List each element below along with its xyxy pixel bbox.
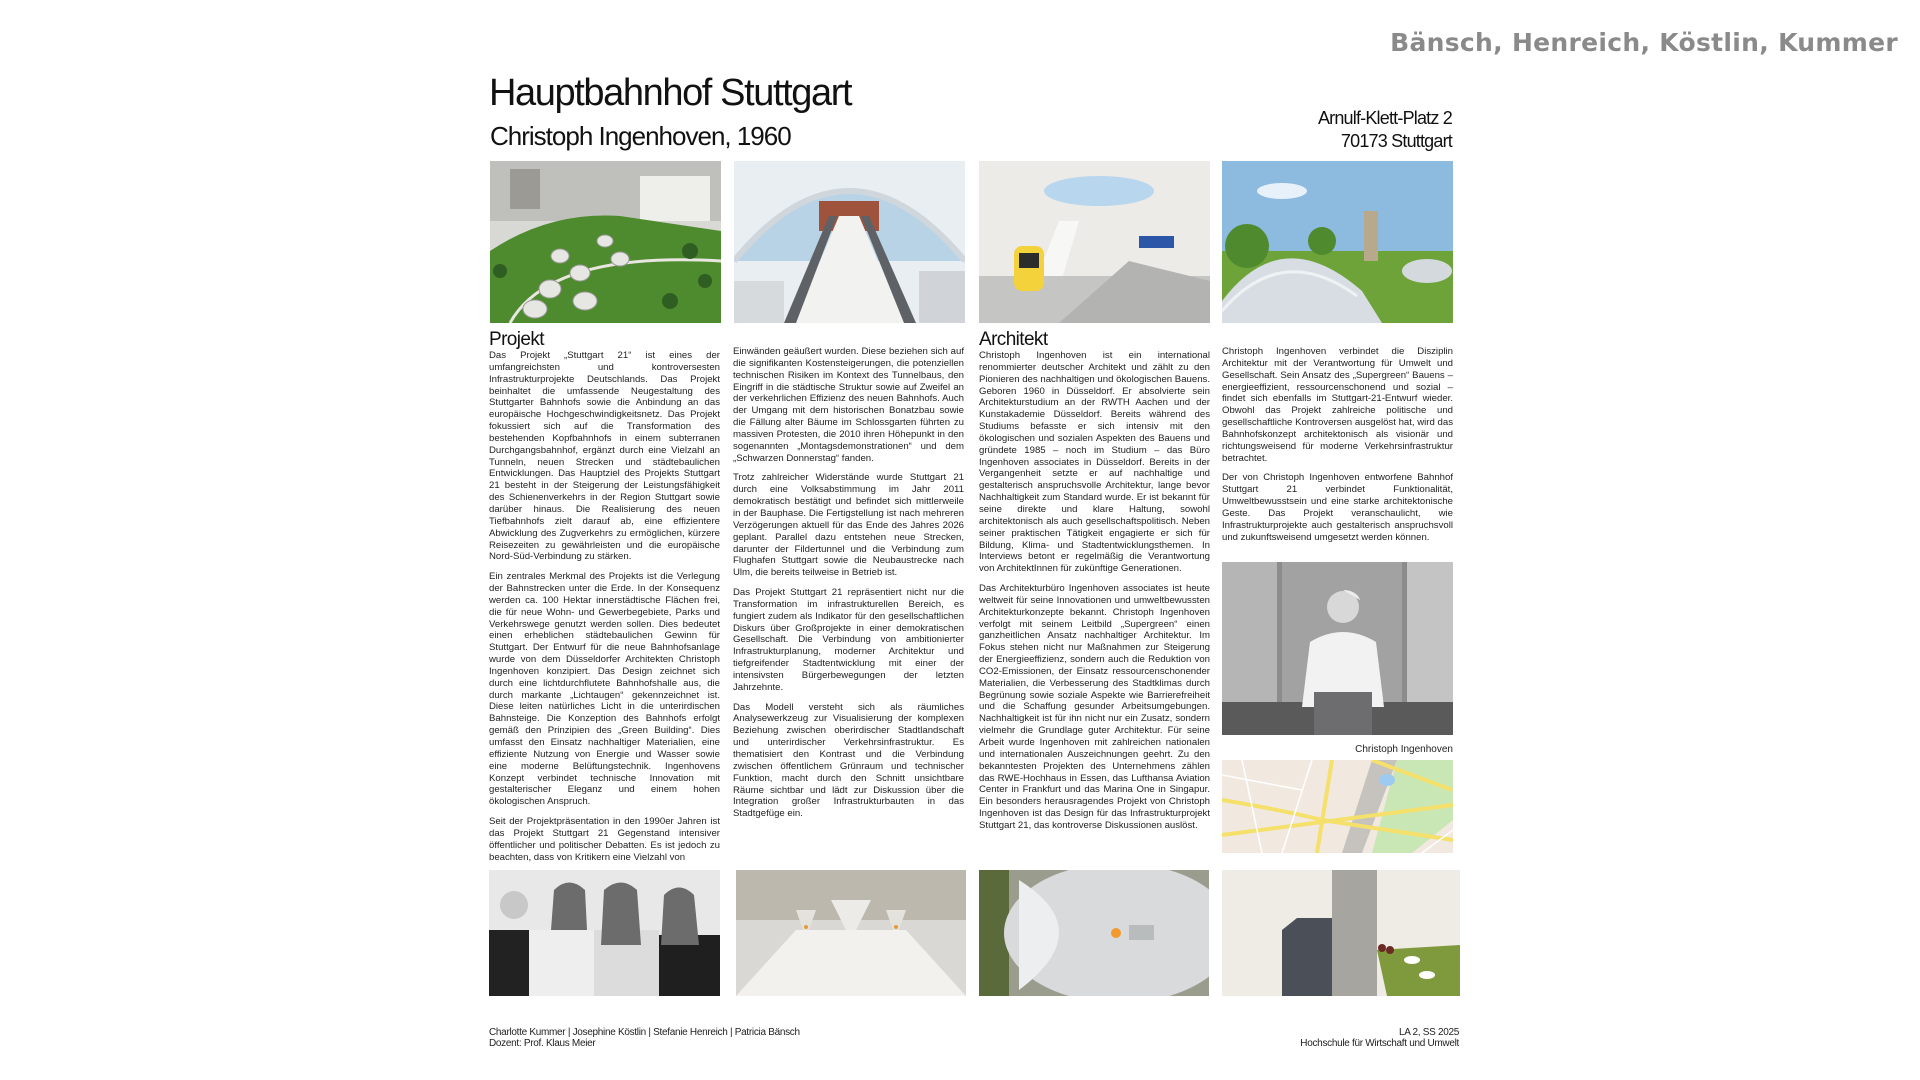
footer-credits <box>489 1027 800 1049</box>
footer-course-info <box>1300 1027 1459 1049</box>
portrait-caption: Christoph Ingenhoven <box>1355 744 1453 755</box>
projekt-paragraph: Das Modell versteht sich als räumliches Analysewerkzeug zur Visualisierung der komplexen Beziehung zwischen oberirdischer Stadtlandschaft und unterirdischer Verkehrsinfrastruktur. Es thematisiert den Kontrast und die Verbindung zwischen öffentlichem Grünraum und technischer Funktion, macht durch den Schnitt unsichtbare Räume sichtbar und lädt zur Diskussion über die Integration großer Infrastrukturbauten in das Stadtgefüge ein. <box>733 701 964 820</box>
team-photo <box>489 870 720 996</box>
authors-header: Bänsch, Henreich, Köstlin, Kummer <box>1390 28 1898 57</box>
address-street: Arnulf-Klett-Platz 2 <box>1317 108 1452 128</box>
footer-lecturer: Dozent: Prof. Klaus Meier <box>489 1038 596 1049</box>
model-photo-hall <box>736 870 966 996</box>
projekt-heading: Projekt <box>489 329 544 350</box>
address-block <box>1318 107 1452 153</box>
portrait-photo <box>1222 562 1453 735</box>
footer-course: LA 2, SS 2025 <box>1398 1027 1459 1038</box>
photo-platform-train <box>979 161 1210 323</box>
projekt-column-1 <box>489 330 720 871</box>
page-title: Hauptbahnhof Stuttgart <box>489 72 852 114</box>
architekt-heading: Architekt <box>979 329 1048 350</box>
footer-students: Charlotte Kummer | Josephine Köstlin | Stefanie Henreich | Patricia Bänsch <box>489 1027 800 1038</box>
address-city: 70173 Stuttgart <box>1340 131 1452 151</box>
model-photo-tower <box>1222 870 1460 996</box>
location-map <box>1222 760 1453 853</box>
photo-station-hall <box>734 161 965 323</box>
architekt-paragraph: Christoph Ingenhoven verbindet die Disziplin Architektur mit der Verantwortung für Umwelt und Gesellschaft. Sein Ansatz des „Supergreen“ Bauens – energieeffizient, ressourcenschonend und sozial – findet sich ebenfalls im Stuttgart-21-Entwurf wieder. Obwohl das Projekt zahlreiche politische und gesellschaftliche Kontroversen ausgelöst hat, wird das Bahnhofskonzept architektonisch als visionär und richtungsweisend für moderne Verkehrsinfrastruktur betrachtet. <box>1222 346 1453 464</box>
page-subtitle: Christoph Ingenhoven, 1960 <box>490 121 791 151</box>
architekt-paragraph: Das Architekturbüro Ingenhoven associates ist heute weltweit für seine Innovationen und umweltbewussten Architekturkonzepte bekannt. Christoph Ingenhoven verfolgt mit seinem Leitbild „Supergreen“ einen ganzheitlichen Ansatz nachhaltiger Architektur. Im Fokus stehen nicht nur Maßnahmen zur Steigerung der Energieeffizienz, sondern auch die Reduktion von CO2-Emissionen, der Einsatz ressourcenschonender Materialien, die Verbesserung des Stadtklimas durch Begrünung sowie soziale Aspekte wie Barrierefreiheit und die Schaffung gesunder Arbeitsumgebungen. Nachhaltigkeit ist für ihn nicht nur ein Zusatz, sondern vielmehr die Grundlage guter Architektur. Für seine Arbeit wurde Ingenhoven mit zahlreichen nationalen und internationalen Auszeichnungen geehrt. Zu den bekanntesten Projekten des Unternehmens zählen das RWE-Hochhaus in Essen, das Lufthansa Aviation Center in Frankfurt und das Marina One in Singapur. Ein besonders herausragendes Projekt von Christoph Ingenhoven ist das Design für das Infrastrukturprojekt Stuttgart 21, das kontroverse Diskussionen auslöst. <box>979 583 1210 831</box>
projekt-column-2 <box>733 346 964 828</box>
architekt-column-1 <box>979 330 1210 840</box>
architekt-paragraph: Der von Christoph Ingenhoven entworfene Bahnhof Stuttgart 21 verbindet Funktionalität, Umweltbewusstsein und eine starke architektonische Geste. Das Projekt veranschaulicht, wie Infrastrukturprojekte auch gestalterisch anspruchsvoll und zukunftsweisend umgesetzt werden können. <box>1222 472 1453 543</box>
architekt-paragraph: Christoph Ingenhoven ist ein international renommierter deutscher Architekt und zählt zu den Pionieren des nachhaltigen und ökologischen Bauens. Geboren 1960 in Düsseldorf. Er absolvierte sein Architekturstudium an der RWTH Aachen und der Kunstakademie Düsseldorf. Bereits während des Studiums befasste er sich intensiv mit den ökologischen und sozialen Aspekten des Bauens und gründete 1985 – noch im Studium – das Büro Ingenhoven associates in Düsseldorf. Bereits in der Vergangenheit setzte er auf nachhaltige und gestalterisch anspruchsvolle Architektur, lange bevor Nachhaltigkeit zum Standard wurde. Er ist bekannt für seine direkte und klare Haltung, sowohl architektonisch als auch gesellschaftspolitisch. Neben seiner praktischen Tätigkeit engagierte er sich für Bildung, Klima- und Stadtentwicklungsthemen. In Interviews betont er regelmäßig die Verantwortung von ArchitektInnen für zukünftige Generationen. <box>979 350 1210 575</box>
architekt-column-2 <box>1222 346 1453 552</box>
projekt-paragraph: Das Projekt Stuttgart 21 repräsentiert nicht nur die Transformation im infrastrukturellen Bereich, es fungiert zudem als Indikator für den gesellschaftlichen Diskurs über Großprojekte in einer demokratischen Gesellschaft. Die Verbindung von ambitionierter Infrastrukturplanung, moderner Architektur und tiefgreifender Stadtentwicklung mit einer der intensivsten Bürgerbewegungen der letzten Jahrzehnte. <box>733 587 964 693</box>
projekt-paragraph: Einwänden geäußert wurden. Diese beziehen sich auf die signifikanten Kostensteigerungen, die potenziellen technischen Risiken im Kontext des Tunnelbaus, den Eingriff in die städtische Struktur sowie auf Zweifel an der verkehrlichen Effizienz des neuen Bahnhofs. Auch der Umgang mit dem historischen Bonatzbau sowie die Fällung alter Bäume im Schlossgarten führten zu massiven Protesten, die 2010 ihren Höhepunkt in den sogenannten „Montagsdemonstrationen“ und dem „Schwarzen Donnerstag“ fanden. <box>733 346 964 464</box>
photo-light-eye-tower <box>1222 161 1453 323</box>
projekt-paragraph: Ein zentrales Merkmal des Projekts ist die Verlegung der Bahnstrecken unter die Erde. In der Konsequenz werden ca. 100 Hektar innerstädtische Flächen frei, die für neue Wohn- und Gewerbegebiete, Parks und Verkehrswege genutzt werden sollen. Dies bedeutet einen erheblichen städtebaulichen Gewinn für Stuttgart. Der Entwurf für die neue Bahnhofsanlage wurde von dem Düsseldorfer Architekten Christoph Ingenhoven konzipiert. Das Design zeichnet sich durch eine lichtdurchflutete Bahnhofshalle aus, die durch markante „Lichtaugen“ gekennzeichnet ist. Diese leiten natürliches Licht in die unterirdischen Bahnsteige. Die Konzeption des Bahnhofs erfolgt gemäß den Prinzipien des „Green Building“. Dies umfasst den Einsatz nachhaltiger Materialien, eine effiziente Nutzung von Energie und Wasser sowie eine moderne Belüftungstechnik. Ingenhovens Konzept verbindet technische Innovation mit gestalterischer Eleganz und einem hohen ökologischen Anspruch. <box>489 571 720 808</box>
projekt-paragraph: Seit der Projektpräsentation in den 1990er Jahren ist das Projekt Stuttgart 21 Gegenstand intensiver öffentlicher und politischer Debatten. Es ist jedoch zu beachten, dass von Kritikern eine Vielzahl von <box>489 816 720 863</box>
projekt-paragraph: Trotz zahlreicher Widerstände wurde Stuttgart 21 durch eine Volksabstimmung im Jahr 2011 demokratisch bestätigt und befindet sich mittlerweile in der Bauphase. Die Fertigstellung ist nach mehreren Verzögerungen aktuell für das Ende des Jahres 2026 geplant. Parallel dazu entstehen neue Strecken, darunter der Fildertunnel und die Verbindung zum Flughafen Stuttgart sowie die Neubaustrecke nach Ulm, die bereits teilweise in Betrieb ist. <box>733 472 964 579</box>
projekt-paragraph: Das Projekt „Stuttgart 21“ ist eines der umfangreichsten und kontroversesten Infrastrukturprojekte Deutschlands. Das Projekt beinhaltet die umfassende Neugestaltung des Stuttgarter Bahnhofs sowie die Anbindung an das europäische Hochgeschwindigkeitsnetz. Das Projekt fokussiert sich auf die Transformation des bestehenden Kopfbahnhofs in einem subterranen Durchgangsbahnhof, ergänzt durch eine Vielzahl an Tunneln, neuen Strecken und städtebaulichen Entwicklungen. Das Hauptziel des Projekts Stuttgart 21 besteht in der Steigerung der Leistungsfähigkeit des Schienenverkehrs in der Region Stuttgart sowie darüber hinaus. Die Realisierung des neuen Tiefbahnhofs zielt darauf ab, eine effizientere Abwicklung des Zugverkehrs zu ermöglichen, kürzere Reisezeiten zu gewährleisten und die europäische Nord-Süd-Verbindung zu stärken. <box>489 350 720 563</box>
footer-university: Hochschule für Wirtschaft und Umwelt <box>1300 1038 1459 1049</box>
model-photo-light-eye <box>979 870 1209 996</box>
photo-aerial-park <box>490 161 721 323</box>
